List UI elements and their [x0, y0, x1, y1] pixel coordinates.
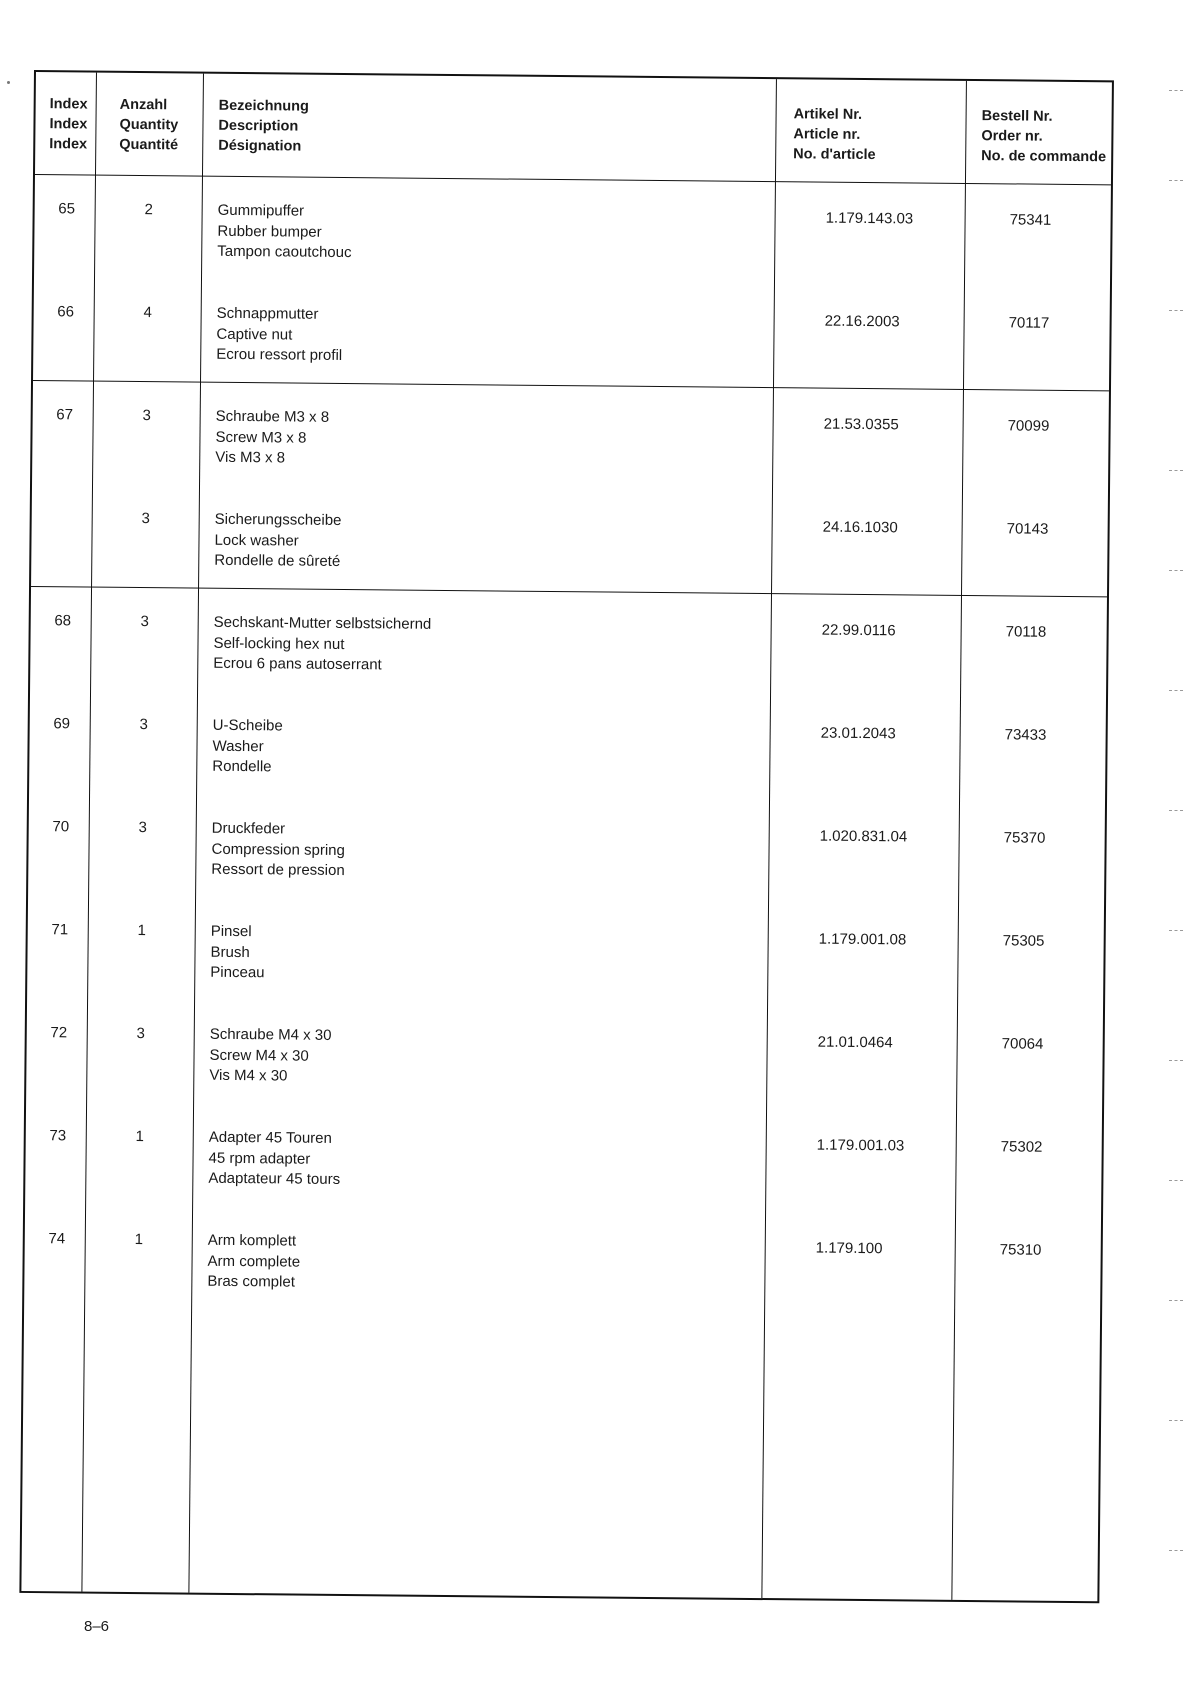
row-order-number: 70117 — [1008, 314, 1050, 332]
scan-mark — [1169, 310, 1183, 311]
group-divider — [33, 380, 1109, 391]
row-quantity: 3 — [142, 407, 151, 425]
row-quantity: 2 — [144, 201, 153, 219]
header-order-number: Bestell Nr. Order nr. No. de commande — [981, 108, 1107, 166]
header-article-number: Artikel Nr. Article nr. No. d'article — [793, 106, 876, 164]
scan-mark — [1169, 470, 1183, 471]
row-description: Druckfeder Compression spring Ressort de pression — [211, 819, 345, 880]
scan-mark — [1169, 1420, 1183, 1421]
row-article-number: 21.53.0355 — [823, 415, 899, 434]
scan-mark — [1169, 690, 1183, 691]
group-divider — [31, 586, 1107, 597]
header-index: Index Index Index — [49, 96, 88, 153]
row-article-number: 22.99.0116 — [821, 621, 896, 640]
row-order-number: 70118 — [1005, 623, 1047, 641]
row-description: Gummipuffer Rubber bumper Tampon caoutchouc — [217, 201, 352, 262]
row-description: Schraube M3 x 8 Screw M3 x 8 Vis M3 x 8 — [215, 407, 330, 467]
column-divider — [188, 74, 204, 1593]
row-article-number: 1.179.001.08 — [818, 930, 907, 949]
row-index: 71 — [51, 921, 69, 939]
scan-margin-marks — [1165, 50, 1191, 1650]
row-quantity: 3 — [140, 613, 149, 631]
row-order-number: 75302 — [1000, 1138, 1043, 1156]
row-description: Sicherungsscheibe Lock washer Rondelle de sûreté — [214, 510, 342, 570]
row-order-number: 75305 — [1002, 932, 1045, 950]
row-quantity: 1 — [134, 1231, 144, 1249]
row-article-number: 22.16.2003 — [824, 312, 900, 331]
row-order-number: 75370 — [1003, 829, 1046, 847]
row-order-number: 75341 — [1009, 211, 1052, 229]
row-quantity: 3 — [138, 819, 147, 837]
parts-table — [19, 70, 1114, 1603]
header-description: Bezeichnung Description Désignation — [218, 97, 309, 155]
scan-speck — [7, 81, 10, 84]
row-quantity: 1 — [137, 922, 146, 940]
row-description: U-Scheibe Washer Rondelle — [212, 716, 283, 776]
scan-mark — [1169, 1300, 1183, 1301]
row-index: 74 — [48, 1230, 66, 1248]
row-order-number: 70099 — [1007, 417, 1050, 435]
row-index: 70 — [52, 818, 70, 836]
row-index: 68 — [54, 612, 72, 630]
row-description: Adapter 45 Touren 45 rpm adapter Adaptateur 45 tours — [208, 1128, 341, 1188]
scan-mark — [1169, 1180, 1183, 1181]
row-article-number: 1.179.001.03 — [816, 1136, 905, 1155]
row-index: 65 — [58, 200, 76, 218]
header-divider — [35, 174, 1111, 185]
row-quantity: 3 — [139, 716, 148, 734]
row-index — [34, 508, 94, 509]
row-description: Sechskant-Mutter selbstsichernd Self-locking hex nut Ecrou 6 pans autoserrant — [213, 613, 432, 674]
row-index: 66 — [57, 303, 75, 321]
scan-mark — [1169, 180, 1183, 181]
row-order-number: 70143 — [1006, 520, 1049, 538]
row-description: Schnappmutter Captive nut Ecrou ressort profil — [216, 304, 343, 364]
scan-mark — [1169, 810, 1183, 811]
row-article-number: 24.16.1030 — [822, 518, 898, 537]
row-article-number: 23.01.2043 — [820, 724, 896, 743]
row-index: 69 — [53, 715, 71, 733]
row-order-number: 73433 — [1004, 726, 1047, 744]
row-description: Arm komplett Arm complete Bras complet — [207, 1231, 301, 1291]
scan-mark — [1169, 930, 1183, 931]
column-divider — [761, 79, 777, 1598]
scan-mark — [1169, 90, 1183, 91]
header-quantity: Anzahl Quantity Quantité — [119, 96, 179, 154]
scan-mark — [1169, 1060, 1183, 1061]
page-number: 8–6 — [84, 1618, 110, 1635]
row-article-number: 1.179.143.03 — [825, 209, 914, 228]
row-quantity: 1 — [135, 1128, 145, 1146]
row-quantity: 3 — [136, 1025, 146, 1043]
row-article-number: 1.179.100 — [815, 1239, 883, 1258]
row-quantity: 3 — [141, 510, 150, 528]
row-index: 67 — [56, 406, 74, 424]
row-article-number: 1.020.831.04 — [819, 827, 908, 846]
row-index: 73 — [49, 1127, 67, 1145]
row-order-number: 75310 — [999, 1241, 1042, 1259]
row-article-number: 21.01.0464 — [817, 1033, 893, 1052]
scan-mark — [1169, 1550, 1183, 1551]
column-divider — [951, 81, 967, 1600]
row-index: 72 — [50, 1024, 68, 1042]
row-description: Schraube M4 x 30 Screw M4 x 30 Vis M4 x 30 — [209, 1025, 332, 1085]
scan-mark — [1169, 570, 1183, 571]
row-order-number: 70064 — [1001, 1035, 1044, 1053]
row-quantity: 4 — [143, 304, 152, 322]
row-description: Pinsel Brush Pinceau — [210, 922, 265, 982]
